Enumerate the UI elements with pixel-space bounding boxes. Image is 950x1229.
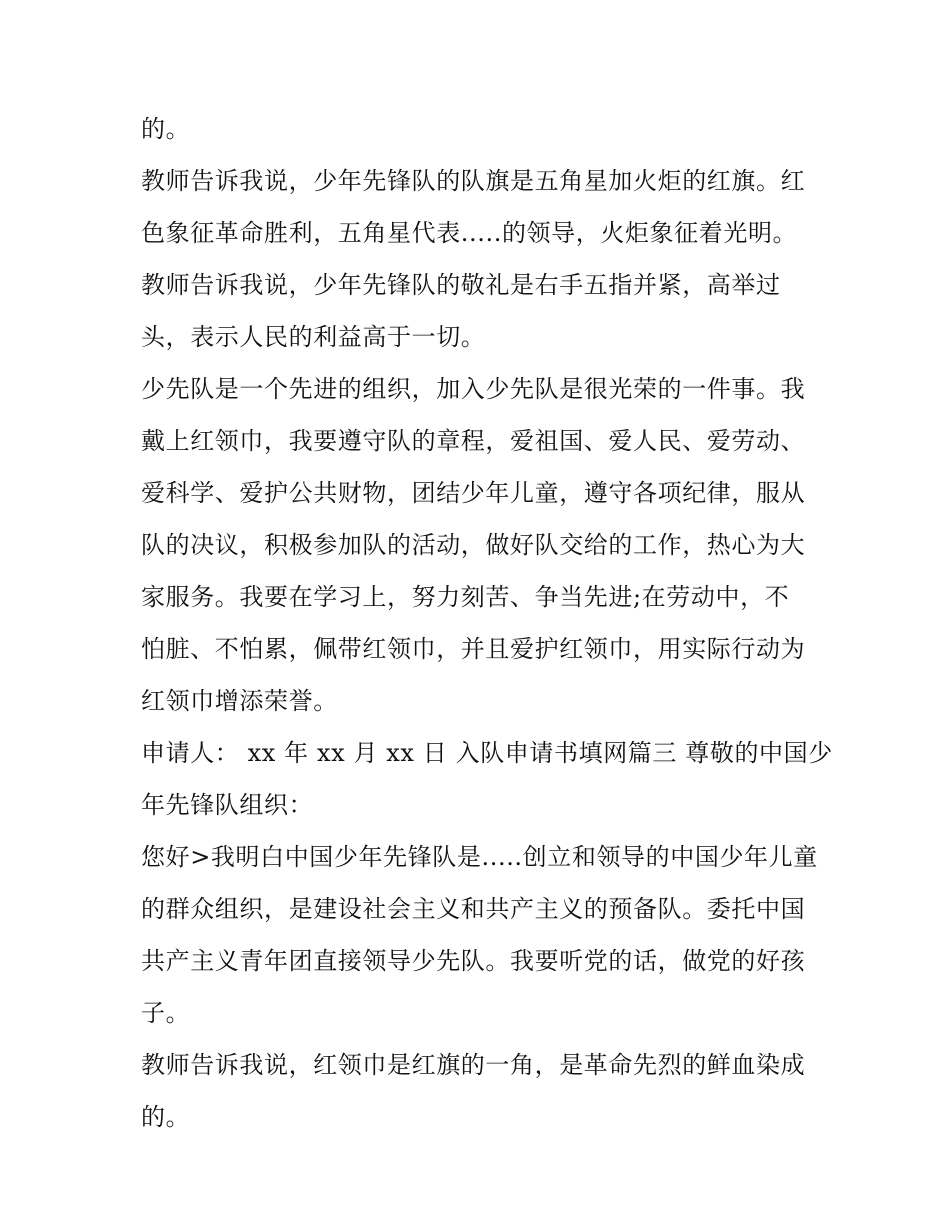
text-line: 怕脏、不怕累，佩带红领巾，并且爱护红领巾，用实际行动为 <box>141 635 806 663</box>
applicant-line: 申请人： xx 年 xx 月 xx 日 入队申请书填网篇三 尊敬的中国少 <box>141 739 833 767</box>
text-line: 爱科学、爱护公共财物，团结少年儿童，遵守各项纪律，服从 <box>141 479 806 507</box>
text-line: 教师告诉我说，少年先锋队的敬礼是右手五指并紧，高举过 <box>141 271 781 299</box>
text-line: 您好>我明白中国少年先锋队是.....创立和领导的中国少年儿童 <box>141 843 818 871</box>
text-line: 红领巾增添荣誉。 <box>141 687 338 715</box>
text-line: 子。 <box>141 999 191 1027</box>
text-line: 家服务。我要在学习上，努力刻苦、争当先进;在劳动中，不 <box>141 583 790 611</box>
text-line: 教师告诉我说，红领巾是红旗的一角，是革命先烈的鲜血染成 <box>141 1051 806 1079</box>
document-body <box>141 103 833 1143</box>
text-line: 的。 <box>141 115 191 143</box>
text-line: 年先锋队组织： <box>141 791 314 819</box>
text-line: 色象征革命胜利，五角星代表.....的领导，火炬象征着光明。 <box>141 219 798 247</box>
text-line: 队的决议，积极参加队的活动，做好队交给的工作，热心为大 <box>141 531 806 559</box>
text-line: 少先队是一个先进的组织，加入少先队是很光荣的一件事。我 <box>141 375 806 403</box>
text-line: 教师告诉我说，少年先锋队的队旗是五角星加火炬的红旗。红 <box>141 167 806 195</box>
text-line: 戴上红领巾，我要遵守队的章程，爱祖国、爱人民、爱劳动、 <box>141 427 806 455</box>
text-line: 共产主义青年团直接领导少先队。我要听党的话，做党的好孩 <box>141 947 806 975</box>
text-line: 的群众组织，是建设社会主义和共产主义的预备队。委托中国 <box>141 895 806 923</box>
text-line: 头，表示人民的利益高于一切。 <box>141 323 486 351</box>
text-line: 的。 <box>141 1103 191 1131</box>
